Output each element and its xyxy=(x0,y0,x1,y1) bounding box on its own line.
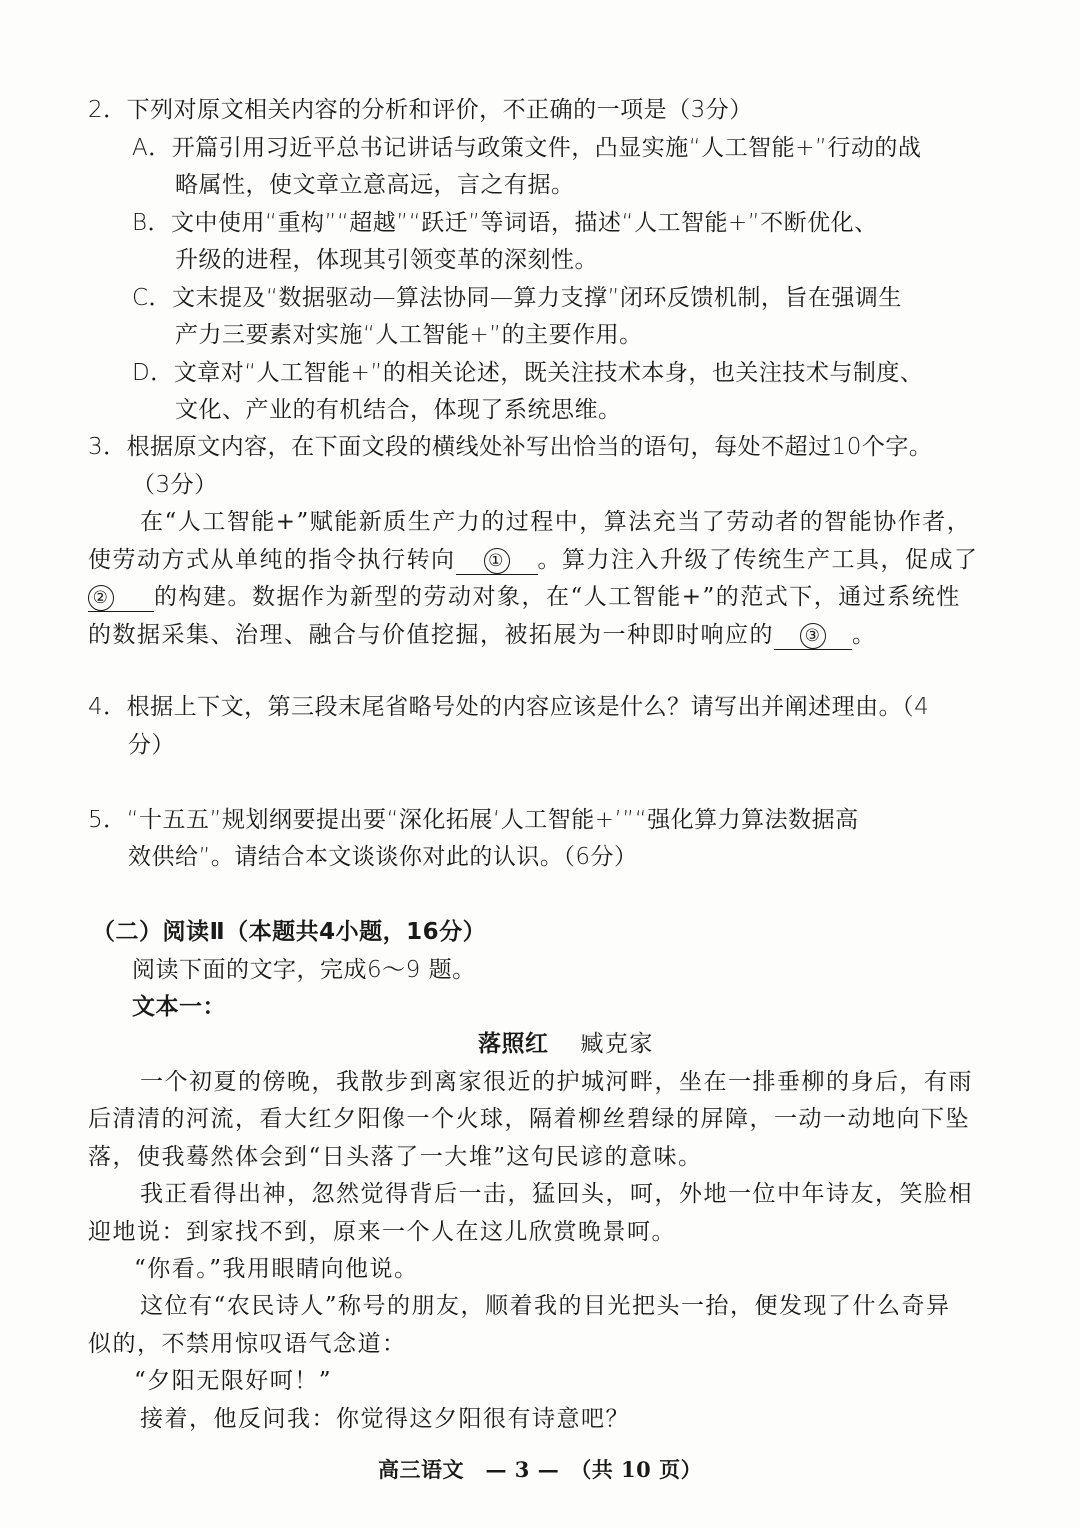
article-paragraph-line: 落，使我蓦然体会到“日头落了一大堆”这句民谚的意味。 xyxy=(88,1144,703,1170)
option-c-line1: C．文末提及“数据驱动—算法协同—算力支撑”闭环反馈机制，旨在强调生 xyxy=(132,285,902,311)
fill-passage-text: 使劳动方式从单纯的指令执行转向 xyxy=(88,547,456,573)
article-paragraph-line: 接着，他反问我：你觉得这夕阳很有诗意吧？ xyxy=(140,1406,630,1432)
article-paragraph-line: 这位有“农民诗人”称号的朋友，顺着我的目光把头一抬，便发现了什么奇异 xyxy=(140,1293,951,1319)
article-paragraph-line: 迎地说：到家找不到，原来一个人在这儿欣赏晚景呵。 xyxy=(88,1219,676,1245)
blank-number: ② xyxy=(88,585,114,611)
question-3-points: （3分） xyxy=(132,472,218,498)
question-4-line2: 分） xyxy=(128,732,175,758)
option-b-line1: B．文中使用“重构”“超越”“跃迁”等词语，描述“人工智能+”不断优化、 xyxy=(132,210,878,236)
option-c-line2: 产力三要素对实施“人工智能+”的主要作用。 xyxy=(175,322,643,348)
answer-blank-3[interactable] xyxy=(774,621,852,650)
fill-passage-text: 的数据采集、治理、融合与价值挖掘，被拓展为一种即时响应的 xyxy=(88,622,774,648)
answer-blank-2[interactable] xyxy=(88,583,154,612)
section-instruction: 阅读下面的文字，完成6～9 题。 xyxy=(132,957,476,983)
text-label: 文本一： xyxy=(132,994,226,1020)
option-d-line2: 文化、产业的有机结合，体现了系统思维。 xyxy=(175,397,622,423)
article-paragraph-line: 后清清的河流，看大红夕阳像一个火球，隔着柳丝碧绿的屏障，一动一动地向下坠 xyxy=(88,1106,970,1132)
blank-number: ③ xyxy=(800,623,826,649)
fill-passage-line1: 在“人工智能+”赋能新质生产力的过程中，算法充当了劳动者的智能协作者， xyxy=(140,509,972,535)
fill-passage-line2 xyxy=(88,545,979,575)
article-paragraph-line: 一个初夏的傍晚，我散步到离家很近的护城河畔，坐在一排垂柳的身后，有雨 xyxy=(140,1069,973,1095)
fill-passage-text: 。算力注入升级了传统生产工具，促成了 xyxy=(537,547,979,573)
blank-number: ① xyxy=(484,548,510,574)
article-title-row xyxy=(478,1029,654,1059)
article-paragraph-line: “夕阳无限好呵！” xyxy=(134,1368,333,1394)
question-4-line1: 4．根据上下文，第三段末尾省略号处的内容应该是什么？请写出并阐述理由。（4 xyxy=(88,694,930,720)
fill-passage-text: 。 xyxy=(852,622,877,648)
fill-passage-line3 xyxy=(88,582,961,612)
option-d-line1: D．文章对“人工智能+”的相关论述，既关注技术本身，也关注技术与制度、 xyxy=(132,360,924,386)
section-heading: （二）阅读Ⅱ（本题共4小题，16分） xyxy=(92,919,487,945)
option-b-line2: 升级的进程，体现其引领变革的深刻性。 xyxy=(175,247,598,273)
article-paragraph-line: 我正看得出神，忽然觉得背后一击，猛回头，呵，外地一位中年诗友，笑脸相 xyxy=(140,1181,973,1207)
fill-passage-text: 的构建。数据作为新型的劳动对象，在“人工智能+”的范式下，通过系统性 xyxy=(154,584,961,610)
article-paragraph-line: 似的，不禁用惊叹语气念道： xyxy=(88,1331,407,1357)
answer-blank-1[interactable] xyxy=(456,546,538,575)
question-5-line1: 5．“十五五”规划纲要提出要“深化拓展‘人工智能+’”“强化算力算法数据高 xyxy=(88,807,859,833)
article-author: 臧克家 xyxy=(580,1031,654,1057)
article-paragraph-line: “你看。”我用眼睛向他说。 xyxy=(134,1256,419,1282)
page-footer: 高三语文 — 3 — （共 10 页） xyxy=(378,1457,703,1482)
question-2-stem: 2．下列对原文相关内容的分析和评价，不正确的一项是（3分） xyxy=(88,97,753,123)
question-5-line2: 效供给”。请结合本文谈谈你对此的认识。（6分） xyxy=(128,844,638,870)
article-title: 落照红 xyxy=(478,1030,549,1057)
option-a-line2: 略属性，使文章立意高远，言之有据。 xyxy=(175,172,575,198)
option-a-line1: A．开篇引用习近平总书记讲话与政策文件，凸显实施“人工智能+”行动的战 xyxy=(132,135,922,161)
fill-passage-line4 xyxy=(88,620,877,650)
question-3-stem: 3．根据原文内容，在下面文段的横线处补写出恰当的语句，每处不超过10个字。 xyxy=(88,434,933,460)
